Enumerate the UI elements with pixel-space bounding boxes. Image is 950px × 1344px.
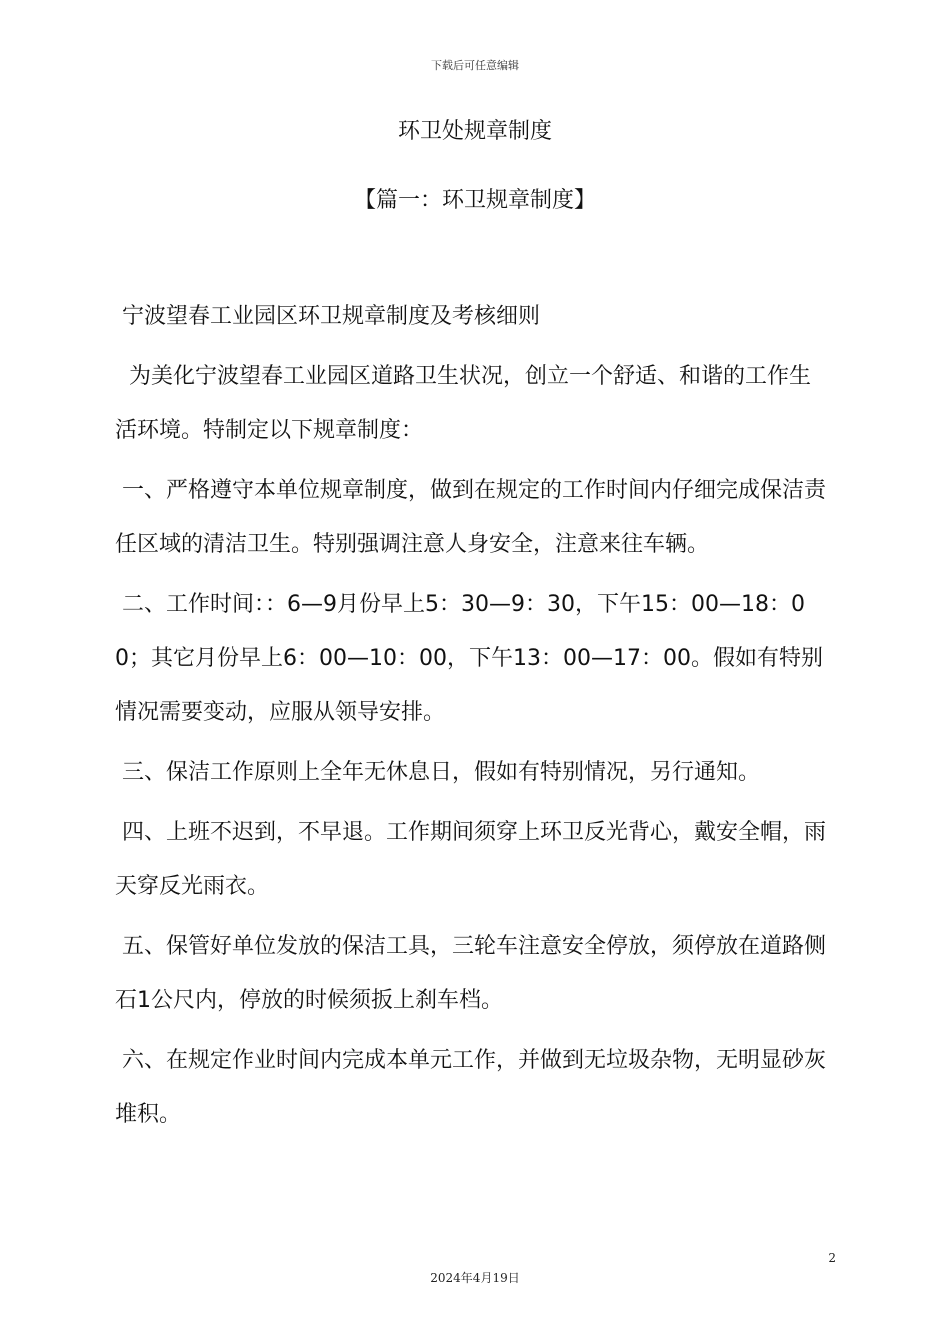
paragraph-rule-2: 二、工作时间：：6—9月份早上5：30—9：30，下午15：00—18：00；其它月份早上6：00—10：00，下午13：00—17：00。假如有特别情况需要变动，应服从领导安排。: [115, 592, 823, 725]
paragraph-rule-3: 三、保洁工作原则上全年无休息日，假如有特别情况，另行通知。: [115, 760, 761, 785]
paragraph-intro: 为美化宁波望春工业园区道路卫生状况，创立一个舒适、和谐的工作生活环境。特制定以下规章制度：: [115, 364, 812, 443]
document-body: [115, 290, 830, 1142]
document-title: 环卫处规章制度: [397, 119, 552, 144]
paragraph-rule-5: 五、保管好单位发放的保洁工具，三轮车注意安全停放，须停放在道路侧石1公尺内，停放的时候须扳上刹车档。: [115, 934, 827, 1013]
document-subtitle: 【篇一：环卫规章制度】: [353, 188, 596, 213]
paragraph-rule-4: 四、上班不迟到，不早退。工作期间须穿上环卫反光背心，戴安全帽，雨天穿反光雨衣。: [115, 820, 827, 899]
section-heading: 宁波望春工业园区环卫规章制度及考核细则: [115, 304, 540, 329]
paragraph-rule-1: 一、严格遵守本单位规章制度，做到在规定的工作时间内仔细完成保洁责任区域的清洁卫生。特别强调注意人身安全，注意来往车辆。: [115, 478, 827, 557]
header-note: 下载后可任意编辑: [431, 59, 519, 72]
footer-date: 2024年4月19日: [430, 1271, 520, 1285]
page-number: 2: [828, 1251, 836, 1265]
paragraph-rule-6: 六、在规定作业时间内完成本单元工作，并做到无垃圾杂物，无明显砂灰堆积。: [115, 1048, 827, 1127]
